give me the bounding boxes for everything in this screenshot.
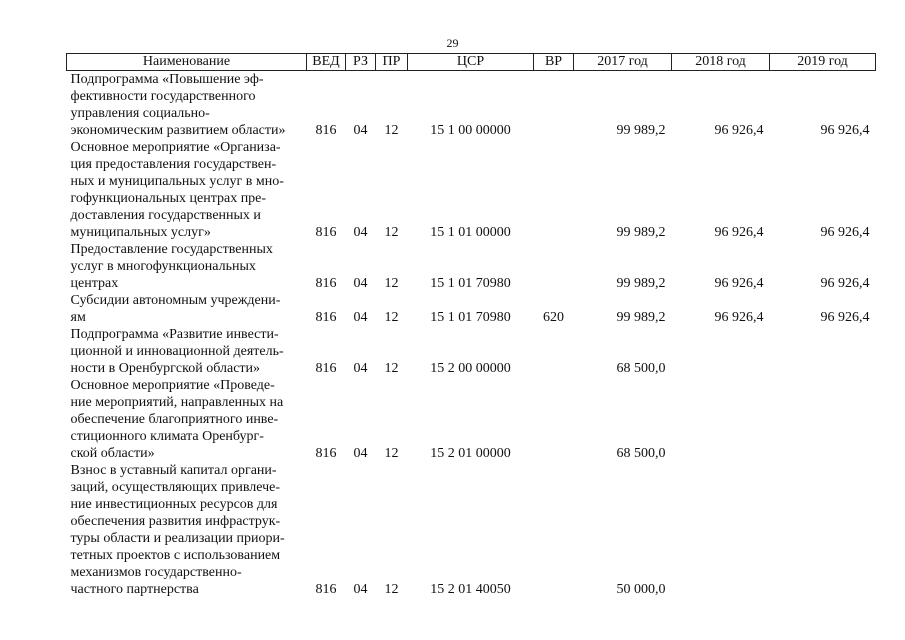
row-rz: 04 — [353, 123, 368, 138]
row-csr: 15 1 01 70980 — [430, 276, 511, 291]
row-name: Взнос в уставный капитал органи- заций, осуществляющих привлече- ние инвестиционных ресурсов для обеспечения развития инфраструк- туры области и реализации приори- тетных проектов с использованием механизмов государственно- частного партнерства — [70, 463, 285, 597]
row-rz: 04 — [353, 310, 368, 325]
row-csr: 15 2 01 00000 — [430, 446, 511, 461]
row-vr — [534, 71, 574, 140]
table-header — [67, 54, 876, 71]
row-2019 — [770, 326, 876, 377]
table-body — [67, 71, 876, 599]
row-ved: 816 — [315, 582, 337, 597]
row-2018: 96 926,4 — [714, 123, 764, 138]
row-csr: 15 1 00 00000 — [430, 123, 511, 138]
row-vr — [534, 462, 574, 598]
row-2017: 68 500,0 — [616, 361, 666, 376]
table-row — [67, 241, 876, 292]
row-pr: 12 — [384, 446, 399, 461]
row-rz: 04 — [353, 582, 368, 597]
row-2019 — [770, 377, 876, 462]
row-vr — [534, 326, 574, 377]
row-rz: 04 — [353, 446, 368, 461]
table-row — [67, 462, 876, 598]
row-2018: 96 926,4 — [714, 310, 764, 325]
row-2017: 99 989,2 — [616, 276, 666, 291]
row-csr: 15 2 01 40050 — [430, 582, 511, 597]
header-vr: ВР — [534, 54, 574, 71]
row-rz: 04 — [353, 276, 368, 291]
header-pr: ПР — [376, 54, 408, 71]
row-2017: 99 989,2 — [616, 225, 666, 240]
row-2019: 96 926,4 — [820, 276, 870, 291]
header-2017: 2017 год — [574, 54, 672, 71]
row-name: Подпрограмма «Повышение эф- фективности государственного управления социально- экономическим развитием области» — [70, 72, 286, 138]
row-2018 — [672, 377, 770, 462]
row-csr: 15 1 01 00000 — [430, 225, 511, 240]
row-vr — [534, 241, 574, 292]
row-ved: 816 — [315, 276, 337, 291]
row-name: Основное мероприятие «Организа- ция предоставления государствен- ных и муниципальных услуг в мно- гофункциональных центрах пре- доставления государственных и муниципальных услуг» — [70, 140, 284, 240]
row-vr — [534, 377, 574, 462]
row-name: Предоставление государственных услуг в многофункциональных центрах — [70, 242, 273, 291]
row-vr: 620 — [543, 310, 564, 325]
row-ved: 816 — [315, 361, 337, 376]
row-2018: 96 926,4 — [714, 225, 764, 240]
row-2018 — [672, 462, 770, 598]
row-name: Основное мероприятие «Проведе- ние мероприятий, направленных на обеспечение благоприятного инве- стиционного климата Оренбург- ской области» — [70, 378, 284, 461]
table-row — [67, 292, 876, 326]
row-pr: 12 — [384, 225, 399, 240]
row-2019 — [770, 462, 876, 598]
row-rz: 04 — [353, 361, 368, 376]
header-rz: РЗ — [346, 54, 376, 71]
row-2019: 96 926,4 — [820, 225, 870, 240]
row-pr: 12 — [384, 276, 399, 291]
header-2018: 2018 год — [672, 54, 770, 71]
row-csr: 15 1 01 70980 — [430, 310, 511, 325]
row-ved: 816 — [315, 310, 337, 325]
row-2018: 96 926,4 — [714, 276, 764, 291]
row-rz: 04 — [353, 225, 368, 240]
row-name: Подпрограмма «Развитие инвести- ционной и инновационной деятель- ности в Оренбургской области» — [70, 327, 284, 376]
row-2017: 99 989,2 — [616, 123, 666, 138]
row-pr: 12 — [384, 123, 399, 138]
row-2017: 99 989,2 — [616, 310, 666, 325]
page-number: 29 — [446, 36, 459, 50]
row-2017: 68 500,0 — [616, 446, 666, 461]
row-ved: 816 — [315, 446, 337, 461]
table-row — [67, 139, 876, 241]
budget-table — [66, 53, 876, 598]
row-2017: 50 000,0 — [616, 582, 666, 597]
row-pr: 12 — [384, 310, 399, 325]
table-row — [67, 71, 876, 140]
row-csr: 15 2 00 00000 — [430, 361, 511, 376]
header-2019: 2019 год — [770, 54, 876, 71]
row-name: Субсидии автономным учреждени- ям — [70, 293, 281, 325]
row-2018 — [672, 326, 770, 377]
row-pr: 12 — [384, 582, 399, 597]
row-ved: 816 — [315, 123, 337, 138]
row-2019: 96 926,4 — [820, 310, 870, 325]
row-pr: 12 — [384, 361, 399, 376]
header-ved: ВЕД — [307, 54, 346, 71]
row-2019: 96 926,4 — [820, 123, 870, 138]
row-ved: 816 — [315, 225, 337, 240]
table-row — [67, 377, 876, 462]
header-csr: ЦСР — [408, 54, 534, 71]
header-name: Наименование — [67, 54, 307, 71]
table-row — [67, 326, 876, 377]
row-vr — [534, 139, 574, 241]
